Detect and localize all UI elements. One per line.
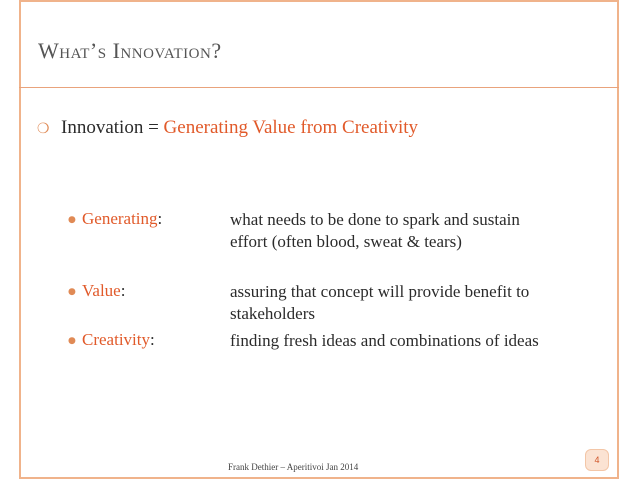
- slide-border-right: [617, 0, 619, 479]
- definition-creativity: finding fresh ideas and combinations of ideas: [230, 331, 539, 350]
- filled-dot-bullet-icon: ●: [68, 215, 76, 225]
- term-colon: :: [157, 209, 163, 228]
- slide-footer: Frank Dethier – Aperitivoi Jan 2014: [228, 462, 359, 472]
- main-bullet-highlight: Generating Value from Creativity: [163, 117, 419, 138]
- slide-border-top: [19, 0, 619, 2]
- term-value: [82, 281, 125, 301]
- title-divider: [19, 87, 619, 88]
- term-colon: :: [120, 281, 126, 300]
- term-creativity: [82, 330, 155, 350]
- term-generating: [82, 209, 162, 229]
- main-bullet-text: [61, 117, 418, 139]
- term-colon: :: [149, 330, 155, 349]
- main-bullet-prefix: Innovation =: [61, 117, 164, 138]
- term-label: Generating: [82, 209, 158, 228]
- page-number-badge: 4: [585, 449, 609, 471]
- term-label: Value: [82, 281, 121, 300]
- definition-generating: what needs to be done to spark and sustain effort (often blood, sweat & tears): [230, 210, 520, 251]
- hollow-circle-bullet-icon: ❍: [37, 121, 50, 137]
- slide-title: What’s Innovation?: [38, 38, 222, 63]
- filled-dot-bullet-icon: ●: [68, 287, 76, 297]
- definition-value: assuring that concept will provide benefit to stakeholders: [230, 282, 530, 323]
- term-label: Creativity: [82, 330, 150, 349]
- slide-border-left: [19, 0, 21, 479]
- filled-dot-bullet-icon: ●: [68, 336, 76, 346]
